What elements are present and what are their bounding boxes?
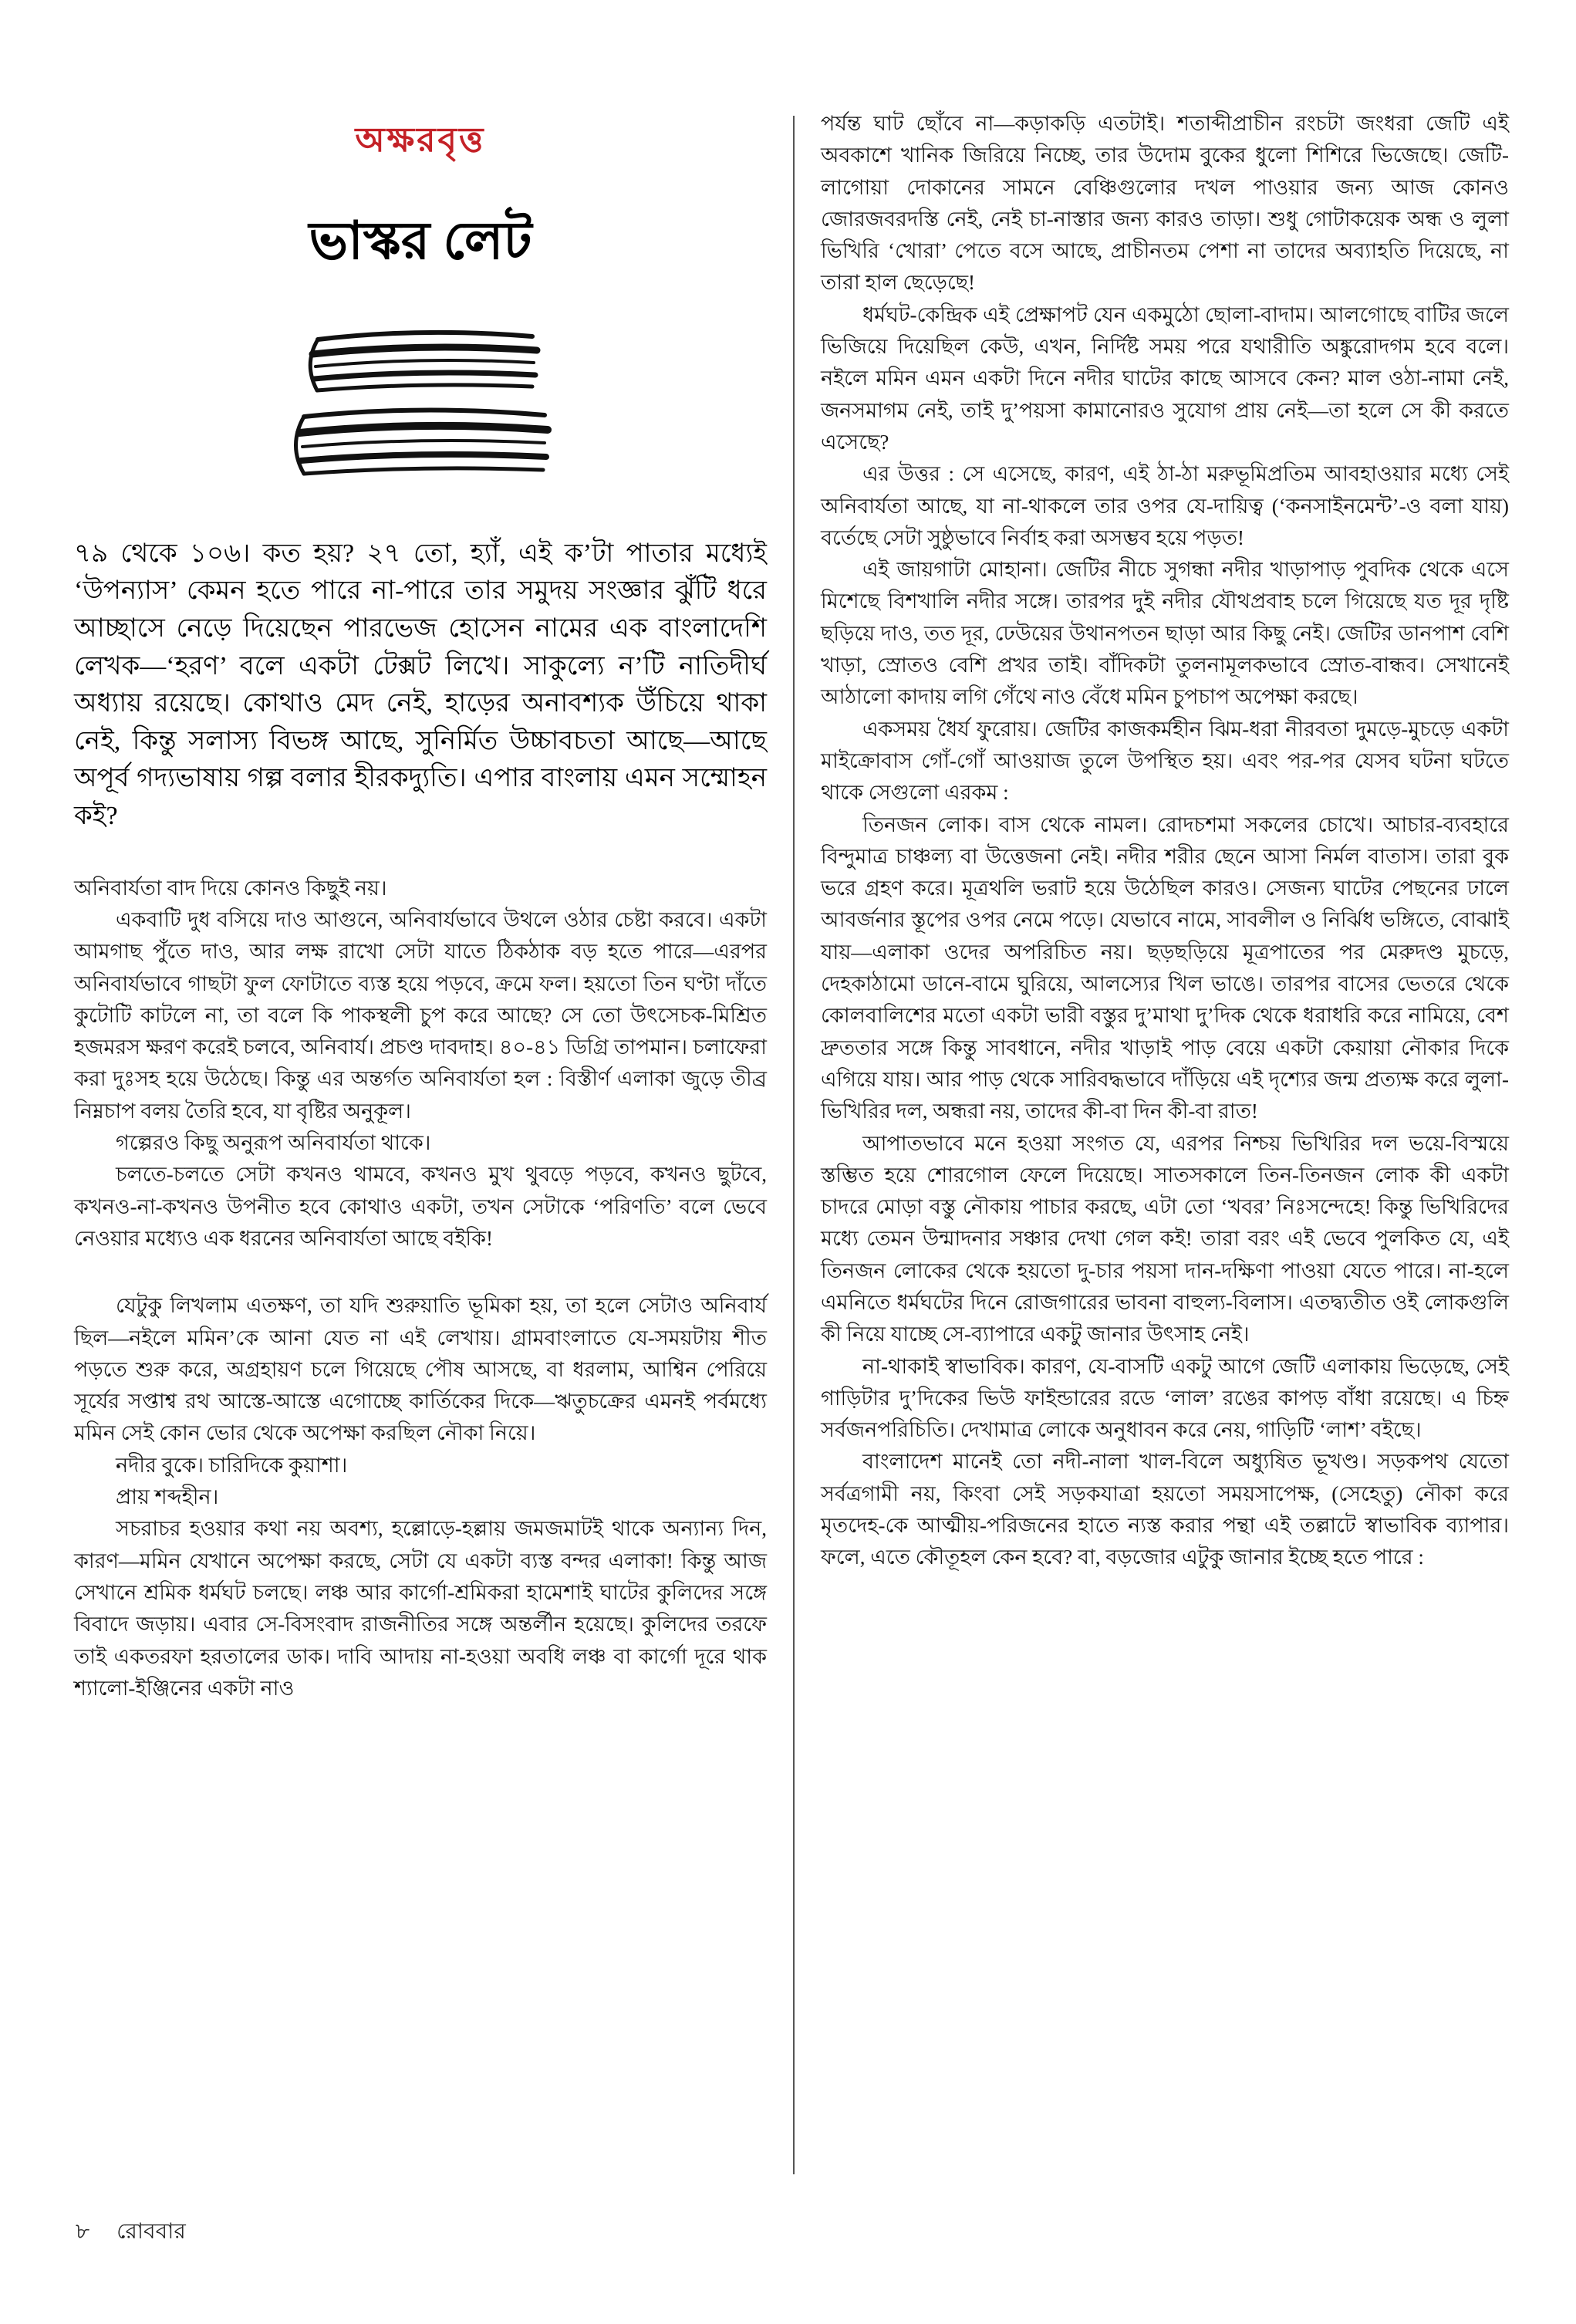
section-label: অক্ষরবৃত্ত [355, 121, 486, 159]
page-footer [76, 2214, 186, 2251]
body-paragraph: এর উত্তর : সে এসেছে, কারণ, এই ঠা-ঠা মরুভূমিপ্রতিম আবহাওয়ার মধ্যে সেই অনিবার্যতা আছে, যা না-থাকলে তার ওপর যে-দায়িত্ব (‘কনসাইনমেন্ট’-ও বলা যায়) বর্তেছে সেটা সুষ্ঠুভাবে নির্বাহ করা অসম্ভব হয়ে পড়ত! [821, 462, 1509, 549]
body-paragraph: সচরাচর হওয়ার কথা নয় অবশ্য, হল্লোড়ে-হল্লায় জমজমাটই থাকে অন্যান্য দিন, কারণ—মমিন যেখানে অপেক্ষা করছে, সেটা যে একটা ব্যস্ত বন্দর এলাকা! কিন্তু আজ সেখানে শ্রমিক ধর্মঘট চলছে। লঞ্চ আর কার্গো-শ্রমিকরা হামেশাই ঘাটের কুলিদের সঙ্গে বিবাদে জড়ায়। এবার সে-বিসংবাদ রাজনীতির সঙ্গে অন্তর্লীন হয়েছে। কুলিদের তরফে তাই একতরফা হরতালের ডাক। দাবি আদায় না-হওয়া অবধি লঞ্চ বা কার্গো দূরে থাক শ্যালো-ইঞ্জিনের একটা নাও [74, 1517, 767, 1700]
page-number: ৮ [76, 2220, 90, 2244]
body-paragraph: নদীর বুকে। চারিদিকে কুয়াশা। [116, 1453, 348, 1477]
lead-paragraph: ৭৯ থেকে ১০৬। কত হয়? ২৭ তো, হ্যাঁ, এই ক’টা পাতার মধ্যেই ‘উপন্যাস’ কেমন হতে পারে না-পারে তার সমুদয় সংজ্ঞার ঝুঁটি ধরে আচ্ছাসে নেড়ে দিয়েছেন পারভেজ হোসেন নামের এক বাংলাদেশি লেখক—‘হরণ’ বলে একটা টেক্সট লিখে। সাকুল্যে ন’টি নাতিদীর্ঘ অধ্যায় রয়েছে। কোথাও মেদ নেই, হাড়ের অনাবশ্যক উঁচিয়ে থাকা নেই, কিন্তু সলাস্য বিভঙ্গ আছে, সুনির্মিত উচ্চাবচতা আছে—আছে অপূর্ব গদ্যভাষায় গল্প বলার হীরকদ্যুতি। এপার বাংলায় এমন সম্মোহন কই? [74, 539, 767, 831]
body-paragraph: চলতে-চলতে সেটা কখনও থামবে, কখনও মুখ থুবড়ে পড়বে, কখনও ছুটবে, কখনও-না-কখনও উপনীত হবে কোথাও একটা, তখন সেটাকে ‘পরিণতি’ বলে ভেবে নেওয়ার মধ্যেও এক ধরনের অনিবার্যতা আছে বইকি! [74, 1163, 767, 1250]
body-paragraph: পর্যন্ত ঘাট ছোঁবে না—কড়াকড়ি এতটাই। শতাব্দীপ্রাচীন রংচটা জংধরা জেটি এই অবকাশে খানিক জিরিয়ে নিচ্ছে, তার উদোম বুকের ধুলো শিশিরে ভিজেছে। জেটি-লাগোয়া দোকানের সামনে বেঞ্চিগুলোর দখল পাওয়ার জন্য আজ কোনও জোরজবরদস্তি নেই, নেই চা-নাস্তার জন্য কারও তাড়া। শুধু গোটাকয়েক অন্ধ ও লুলা ভিখিরি ‘খোরা’ পেতে বসে আছে, প্রাচীনতম পেশা না তাদের অব্যাহতি দিয়েছে, না তারা হাল ছেড়েছে! [821, 112, 1509, 295]
body-paragraph: গল্পেরও কিছু অনুরূপ অনিবার্যতা থাকে। [116, 1131, 431, 1155]
body-paragraph: বাংলাদেশ মানেই তো নদী-নালা খাল-বিলে অধ্যুষিত ভূখণ্ড। সড়কপথ যেতো সর্বত্রগামী নয়, কিংবা সেই সড়কযাত্রা হয়তো সময়সাপেক্ষ, (সেহেতু) নৌকা করে মৃতদেহ-কে আত্মীয়-পরিজনের হাতে ন্যস্ত করার পন্থা এই তল্লাটে স্বাভাবিক ব্যাপার। ফলে, এতে কৌতূহল কেন হবে? বা, বড়জোর এটুকু জানার ইচ্ছে হতে পারে : [821, 1450, 1509, 1569]
body-paragraph: এই জায়গাটা মোহানা। জেটির নীচে সুগন্ধা নদীর খাড়াপাড় পুবদিক থেকে এসে মিশেছে বিশখালি নদীর সঙ্গে। তারপর দুই নদীর যৌথপ্রবাহ চলে গিয়েছে যত দূর দৃষ্টি ছড়িয়ে দাও, তত দূর, ঢেউয়ের উথানপতন ছাড়া আর কিছু নেই। জেটির ডানপাশ বেশি খাড়া, স্রোতও বেশি প্রখর তাই। বাঁদিকটা তুলনামূলকভাবে স্রোত-বান্ধব। সেখানেই আঠালো কাদায় লগি গেঁথে নাও বেঁধে মমিন চুপচাপ অপেক্ষা করছে। [821, 558, 1509, 709]
author-name: ভাস্কর লেট [309, 211, 532, 270]
body-paragraph: একবাটি দুধ বসিয়ে দাও আগুনে, অনিবার্যভাবে উথলে ওঠার চেষ্টা করবে। একটা আমগাছ পুঁতে দাও, আর লক্ষ রাখো সেটা যাতে ঠিকঠাক বড় হতে পারে—এরপর অনিবার্যভাবে গাছটা ফুল ফোটাতে ব্যস্ত হয়ে পড়বে, ক্রমে ফল। হয়তো তিন ঘণ্টা দাঁতে কুটোটি কাটলে না, তা বলে কি পাকস্থলী চুপ করে আছে? সে তো উৎসেচক-মিশ্রিত হজমরস ক্ষরণ করেই চলবে, অনিবার্য। প্রচণ্ড দাবদাহ। ৪০-৪১ ডিগ্রি তাপমান। চলাফেরা করা দুঃসহ হয়ে উঠেছে। কিন্তু এর অন্তর্গত অনিবার্যতা হল : বিস্তীর্ণ এলাকা জুড়ে তীব্র নিম্নচাপ বলয় তৈরি হবে, যা বৃষ্টির অনুকূল। [74, 907, 767, 1123]
column-divider [793, 116, 795, 2174]
stacked-books-illustration [278, 318, 563, 495]
left-column [74, 114, 767, 1704]
body-paragraph: একসময় ধৈর্য ফুরোয়। জেটির কাজকর্মহীন ঝিম-ধরা নীরবতা দুমড়ে-মুচড়ে একটা মাইক্রোবাস গোঁ-গোঁ আওয়াজ তুলে উপস্থিত হয়। এবং পর-পর যেসব ঘটনা ঘটতে থাকে সেগুলো এরকম : [821, 717, 1509, 805]
right-column [821, 108, 1509, 1574]
publication-name: রোববার [116, 2220, 186, 2244]
body-paragraph: না-থাকাই স্বাভাবিক। কারণ, যে-বাসটি একটু আগে জেটি এলাকায় ভিড়েছে, সেই গাড়িটার দু’দিকের ভিউ ফাইন্ডারের রডে ‘লাল’ রঙের কাপড় বাঁধা রয়েছে। এ চিহ্ন সর্বজনপরিচিতি। দেখামাত্র লোকে অনুধাবন করে নেয়, গাড়িটি ‘লাশ’ বইছে। [821, 1354, 1509, 1442]
body-paragraph: অনিবার্যতা বাদ দিয়ে কোনও কিছুই নয়। [74, 876, 387, 900]
body-paragraph: ধর্মঘট-কেন্দ্রিক এই প্রেক্ষাপট যেন একমুঠো ছোলা-বাদাম। আলগোছে বাটির জলে ভিজিয়ে দিয়েছিল কেউ, এখন, নির্দিষ্ট সময় পরে যথারীতি অঙ্কুরোদগম হবে বলে। নইলে মমিন এমন একটা দিনে নদীর ঘাটের কাছে আসবে কেন? মাল ওঠা-নামা নেই, জনসমাগম নেই, তাই দু’পয়সা কামানোরও সুযোগ প্রায় নেই—তা হলে সে কী করতে এসেছে? [821, 302, 1509, 454]
left-column-body-block-a [74, 873, 767, 1255]
body-paragraph: আপাতভাবে মনে হওয়া সংগত যে, এরপর নিশ্চয় ভিখিরির দল ভয়ে-বিস্ময়ে স্তম্ভিত হয়ে শোরগোল ফেলে দিয়েছে। সাতসকালে তিন-তিনজন লোক কী একটা চাদরে মোড়া বস্তু নৌকায় পাচার করছে, এটা তো ‘খবর’ নিঃসন্দেহে! কিন্তু ভিখিরিদের মধ্যে তেমন উন্মাদনার সঞ্চার দেখা গেল কই! তারা বরং এই ভেবে পুলকিত যে, এই তিনজন লোকের থেকে হয়তো দু-চার পয়সা দান-দক্ষিণা পাওয়া যেতে পারে। না-হলে এমনিতে ধর্মঘটের দিনে রোজগারের ভাবনা বাহুল্য-বিলাস। এতদ্ব্যতীত ওই লোকগুলি কী নিয়ে যাচ্ছে সে-ব্যাপারে একটু জানার উৎসাহ নেই। [821, 1131, 1509, 1346]
body-paragraph: যেটুকু লিখলাম এতক্ষণ, তা যদি শুরুয়াতি ভূমিকা হয়, তা হলে সেটাও অনিবার্য ছিল—নইলে মমিন’কে আনা যেত না এই লেখায়। গ্রামবাংলাতে যে-সময়টায় শীত পড়তে শুরু করে, অগ্রহায়ণ চলে গিয়েছে পৌষ আসছে, বা ধরলাম, আশ্বিন পেরিয়ে সূর্যের সপ্তাশ্ব রথ আস্তে-আস্তে এগোচ্ছে কার্তিকের দিকে—ঋতুচক্রের এমনই পর্বমধ্যে মমিন সেই কোন ভোর থেকে অপেক্ষা করছিল নৌকা নিয়ে। [74, 1294, 767, 1445]
left-column-body-block-b [74, 1290, 767, 1704]
body-paragraph: তিনজন লোক। বাস থেকে নামল। রোদচশমা সকলের চোখে। আচার-ব্যবহারে বিন্দুমাত্র চাঞ্চল্য বা উত্তেজনা নেই। নদীর শরীর ছেনে আসা নির্মল বাতাস। তারা বুক ভরে গ্রহণ করে। মূত্রথলি ভরাট হয়ে উঠেছিল কারও। সেজন্য ঘাটের পেছনের ঢালে আবর্জনার স্তূপের ওপর নেমে পড়ে। যেভাবে নামে, সাবলীল ও নির্ঝিধ ভঙ্গিতে, বোঝাই যায়—এলাকা ওদের অপরিচিত নয়। ছড়ছড়িয়ে মূত্রপাতের পর মেরুদণ্ড মুচড়ে, দেহকাঠামো ডানে-বামে ঘুরিয়ে, আলস্যের খিল ভাঙে। তারপর বাসের ভেতরে থেকে কোলবালিশের মতো একটা ভারী বস্তুর দু’মাথা দু’দিক থেকে ধরাধরি করে নামিয়ে, বেশ দ্রুততার সঙ্গে কিন্তু সাবধানে, নদীর খাড়াই পাড় বেয়ে একটা কেয়ায়া নৌকার দিকে এগিয়ে যায়। আর পাড় থেকে সারিবদ্ধভাবে দাঁড়িয়ে এই দৃশ্যের জন্ম প্রত্যক্ষ করে লুলা-ভিখিরির দল, অন্ধরা নয়, তাদের কী-বা দিন কী-বা রাত! [821, 812, 1509, 1123]
body-paragraph: প্রায় শব্দহীন। [116, 1485, 219, 1509]
